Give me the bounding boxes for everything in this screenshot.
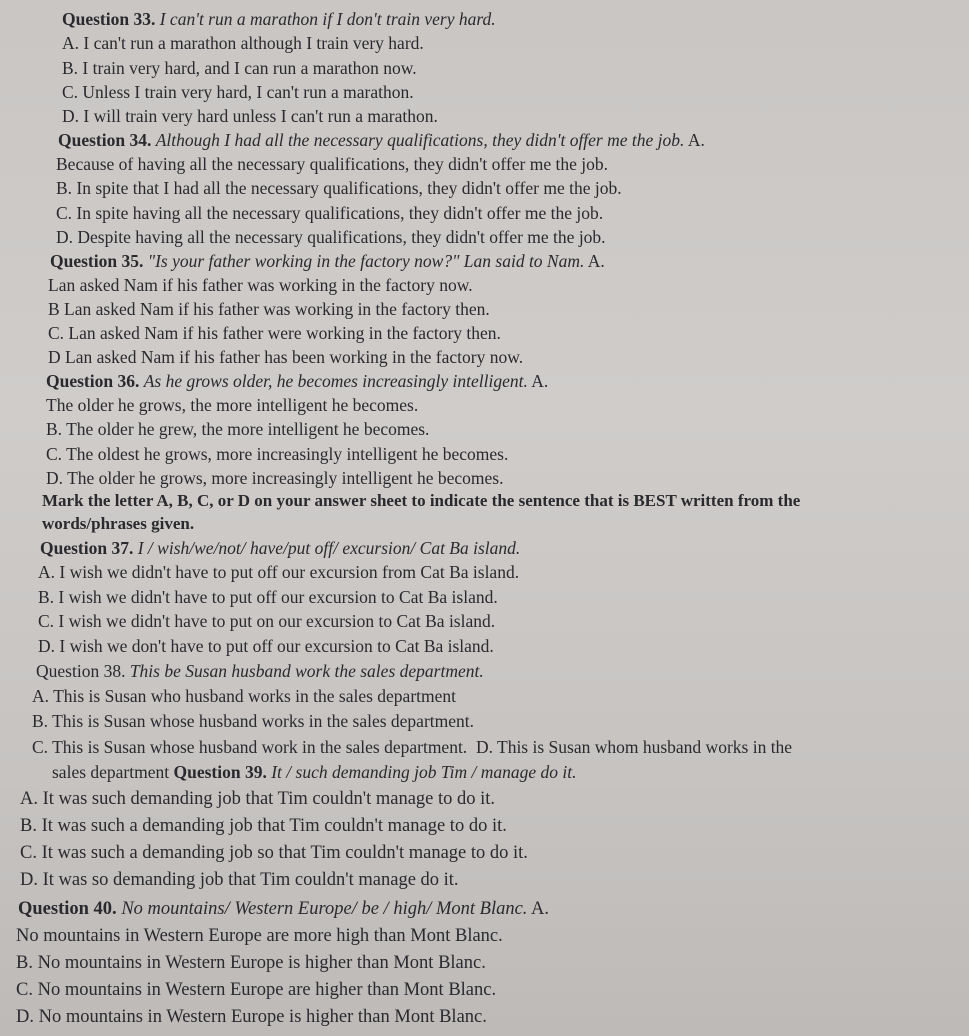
question-33-option-d: D. I will train very hard unless I can't run a marathon. xyxy=(62,106,438,126)
question-36-label: Question 36. xyxy=(46,371,140,391)
question-37-option-d: D. I wish we don't have to put off our excursion to Cat Ba island. xyxy=(38,636,494,656)
question-35-heading xyxy=(50,250,605,272)
question-40-option-d: D. No mountains in Western Europe is higher than Mont Blanc. xyxy=(16,1007,487,1027)
question-33-option-b: B. I train very hard, and I can run a marathon now. xyxy=(62,58,417,78)
question-37-option-b: B. I wish we didn't have to put off our excursion to Cat Ba island. xyxy=(38,587,498,607)
question-38-option-row xyxy=(32,736,792,758)
question-39-option-c: C. It was such a demanding job so that Tim couldn't manage to do it. xyxy=(20,843,528,863)
question-36-option-b: B. The older he grew, the more intelligent he becomes. xyxy=(46,419,430,439)
question-33-option-a: A. I can't run a marathon although I train very hard. xyxy=(62,33,424,53)
question-36-prompt: As he grows older, he becomes increasingly intelligent. xyxy=(143,371,528,391)
question-37-heading xyxy=(40,537,520,559)
question-33-prompt: I can't run a marathon if I don't train very hard. xyxy=(159,9,496,29)
question-38-option-d: D. This is Susan whom husband works in the xyxy=(475,737,793,757)
section-instruction-line-2: words/phrases given. xyxy=(42,514,195,533)
question-35-option-c: C. Lan asked Nam if his father were working in the factory then. xyxy=(48,323,501,343)
question-34-option-a-marker: A. xyxy=(687,130,705,150)
question-40-option-a-marker: A. xyxy=(531,899,550,919)
question-34-option-b: B. In spite that I had all the necessary qualifications, they didn't offer me the job. xyxy=(56,178,622,198)
question-40-heading xyxy=(18,898,549,920)
question-36-option-a: The older he grows, the more intelligent he becomes. xyxy=(46,395,419,415)
question-37-option-c: C. I wish we didn't have to put on our excursion to Cat Ba island. xyxy=(38,611,496,631)
question-36-option-a-marker: A. xyxy=(531,371,549,391)
question-36-option-c: C. The oldest he grows, more increasingly intelligent he becomes. xyxy=(46,444,509,464)
question-38-option-a: A. This is Susan who husband works in the sales department xyxy=(32,686,457,706)
question-33-heading xyxy=(62,8,496,30)
question-34-option-a: Because of having all the necessary qualifications, they didn't offer me the job. xyxy=(56,154,608,174)
question-34-label: Question 34. xyxy=(58,130,152,150)
question-39-option-a: A. It was such demanding job that Tim couldn't manage to do it. xyxy=(20,789,496,809)
question-36-heading xyxy=(46,370,548,392)
question-38-option-c: C. This is Susan whose husband work in the sales department. xyxy=(32,737,468,757)
question-35-option-b: B Lan asked Nam if his father was working in the factory then. xyxy=(48,299,490,319)
question-40-prompt: No mountains/ Western Europe/ be / high/ Mont Blanc. xyxy=(121,899,528,919)
question-39-option-b: B. It was such a demanding job that Tim couldn't manage to do it. xyxy=(20,816,507,836)
question-37-option-a: A. I wish we didn't have to put off our excursion from Cat Ba island. xyxy=(38,562,520,582)
question-34-heading xyxy=(58,129,705,151)
question-40-option-c: C. No mountains in Western Europe are higher than Mont Blanc. xyxy=(16,980,497,1000)
question-38-39-row xyxy=(52,761,577,783)
question-34-option-c: C. In spite having all the necessary qualifications, they didn't offer me the job. xyxy=(56,203,604,223)
question-38-heading xyxy=(36,660,484,682)
question-35-option-a-marker: A. xyxy=(587,251,605,271)
question-35-option-a: Lan asked Nam if his father was working in the factory now. xyxy=(48,275,473,295)
question-39-prompt: It / such demanding job Tim / manage do it. xyxy=(271,762,577,782)
question-37-prompt: I / wish/we/not/ have/put off/ excursion/ Cat Ba island. xyxy=(137,538,521,558)
question-40-option-a: No mountains in Western Europe are more high than Mont Blanc. xyxy=(16,926,503,946)
question-35-option-d: D Lan asked Nam if his father has been working in the factory now. xyxy=(48,347,524,367)
question-34-prompt: Although I had all the necessary qualifications, they didn't offer me the job. xyxy=(155,130,685,150)
question-37-label: Question 37. xyxy=(40,538,134,558)
question-35-label: Question 35. xyxy=(50,251,144,271)
question-36-option-d: D. The older he grows, more increasingly intelligent he becomes. xyxy=(46,468,504,488)
question-34-option-d: D. Despite having all the necessary qualifications, they didn't offer me the job. xyxy=(56,227,606,247)
question-39-label: Question 39. xyxy=(173,762,267,782)
question-38-label: Question 38. xyxy=(36,661,126,681)
question-40-option-b: B. No mountains in Western Europe is higher than Mont Blanc. xyxy=(16,953,486,973)
question-35-prompt: "Is your father working in the factory now?" Lan said to Nam. xyxy=(147,251,585,271)
question-33-label: Question 33. xyxy=(62,9,156,29)
question-39-option-d: D. It was so demanding job that Tim couldn't manage do it. xyxy=(20,870,459,890)
question-38-prompt: This be Susan husband work the sales department. xyxy=(129,661,484,681)
section-instruction-line-1: Mark the letter A, B, C, or D on your answer sheet to indicate the sentence that is BEST written from the xyxy=(42,491,801,510)
question-38-option-b: B. This is Susan whose husband works in the sales department. xyxy=(32,711,474,731)
question-38-option-d-continued: sales department xyxy=(52,762,170,782)
question-40-label: Question 40. xyxy=(18,899,117,919)
question-33-option-c: C. Unless I train very hard, I can't run a marathon. xyxy=(62,82,414,102)
